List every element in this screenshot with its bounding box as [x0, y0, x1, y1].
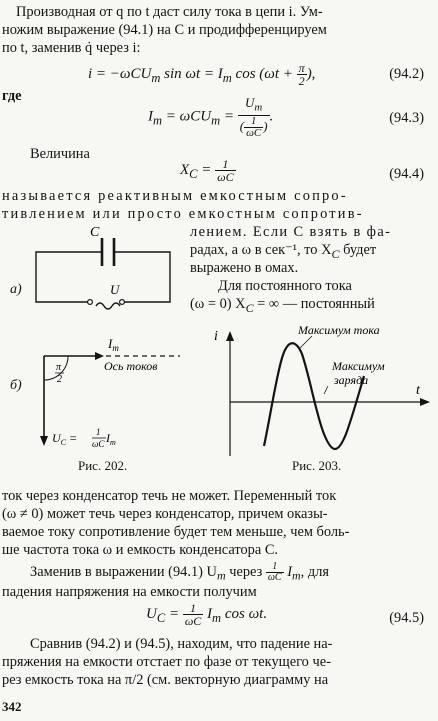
- para5-line1: Сравнив (94.2) и (94.5), находим, что падение на-: [30, 636, 333, 652]
- equation-number-94-4: (94.4): [389, 166, 424, 182]
- para3-line3: ваемое току сопротивление будет тем меньше, чем боль-: [2, 524, 350, 540]
- uc-wc: ωC: [92, 439, 105, 449]
- time-axis-arrowhead: [420, 398, 430, 406]
- para4-line2: падения напряжения на емкости получим: [2, 584, 257, 600]
- where-word: где: [2, 88, 22, 104]
- equation-number-94-3: (94.3): [389, 110, 424, 126]
- circuit-wire-left: [36, 252, 102, 302]
- t-axis-label: t: [416, 383, 420, 398]
- circuit-wire-right: [114, 252, 170, 302]
- page-number: 342: [2, 699, 22, 714]
- capacitor-label: C: [90, 225, 100, 240]
- source-terminal-right: [120, 300, 125, 305]
- figure-202-caption: Рис. 202.: [78, 458, 128, 473]
- max-charge-label-2: заряда: [334, 373, 369, 387]
- source-label: U: [110, 282, 120, 297]
- max-current-label: Максимум тока: [298, 323, 380, 337]
- equation-number-94-2: (94.2): [389, 66, 424, 82]
- para2-line4: радах, а ω в сек⁻¹, то $X_C$ будет: [190, 242, 377, 261]
- para1-line2: ножим выражение (94.1) на C и продифференцируем: [2, 22, 327, 38]
- equation-94-5: $U_C$ = $\frac{1}{\omega C}$ $I_m$ cos ωt.: [146, 601, 268, 628]
- equation-94-4: $X_C$ = $\frac{1}{\omega C}$: [180, 157, 234, 184]
- para5-line2: пряжения на емкости отстает по фазе от текущего че-: [2, 654, 331, 670]
- para2-line7: (ω = 0) $X_C$ = ∞ — постоянный: [190, 296, 375, 315]
- max-current-pointer: [300, 336, 312, 348]
- figure-202-label-a: а): [10, 282, 22, 297]
- para5-line3: рез емкость тока на π/2 (см. векторную диаграмму на: [2, 672, 329, 688]
- current-axis-arrowhead: [226, 331, 234, 341]
- figure-202-label-b: б): [10, 378, 22, 393]
- para3-line4: ше частота тока ω и емкость конденсатора C.: [2, 542, 279, 558]
- figure-202-circuit: [30, 222, 180, 322]
- para2-line3: лением. Если C взять в фа-: [190, 224, 392, 240]
- para3-line2: (ω ≠ 0) может течь через конденсатор, причем оказы-: [2, 506, 328, 522]
- figure-203-plot: [212, 322, 434, 458]
- uc-one: 1: [96, 427, 101, 437]
- i-axis-label: i: [214, 329, 218, 344]
- source-terminal-left: [88, 300, 93, 305]
- figure-203-caption: Рис. 203.: [292, 458, 342, 473]
- voltage-vector-arrowhead: [40, 436, 48, 446]
- para2-line5: выражено в омах.: [190, 260, 299, 276]
- current-axis-label: Ось токов: [104, 359, 158, 373]
- im-label: $I_m$: [108, 336, 119, 353]
- velichina-word: Величина: [30, 146, 90, 162]
- para2-line2: тивлением или просто емкостным сопротив-: [2, 206, 364, 222]
- figure-202-vector-diagram: [40, 334, 190, 450]
- uc-label: $U_C$ =: [52, 431, 78, 447]
- max-charge-label-1: Максимум: [332, 359, 385, 373]
- para3-line1: ток через конденсатор течь не может. Переменный ток: [2, 488, 337, 504]
- equation-94-3: $I_m = \omega CU_m$ = $U_m$ ( $\frac{1}{\omega C}$ ) .: [148, 95, 274, 139]
- equation-94-2: i = −ωCU$_m$ $\sin \omega t = I_m$ cos (ωt + $\frac{\pi}{2}$ ),: [88, 61, 316, 88]
- para4-line1: Заменив в выражении (94.1) $U_m$ через $\frac{1}{\omega C}$ $I_m$, для: [30, 561, 329, 583]
- para2-line6: Для постоянного тока: [218, 278, 352, 294]
- max-charge-pointer: [324, 386, 328, 394]
- current-vector-arrowhead: [95, 352, 104, 360]
- angle-pi-label: π: [56, 362, 62, 373]
- equation-number-94-5: (94.5): [389, 610, 424, 626]
- para1-line1: Производная от q по t даст силу тока в цепи i. Ум-: [16, 4, 323, 20]
- angle-two-label: 2: [57, 374, 62, 385]
- para1-line3: по t, заменив q̇ через i:: [2, 40, 141, 56]
- para2-line1: называется реактивным емкостным сопро-: [2, 188, 348, 204]
- ac-source-icon: [96, 303, 120, 309]
- uc-im: $I_m$: [106, 431, 116, 447]
